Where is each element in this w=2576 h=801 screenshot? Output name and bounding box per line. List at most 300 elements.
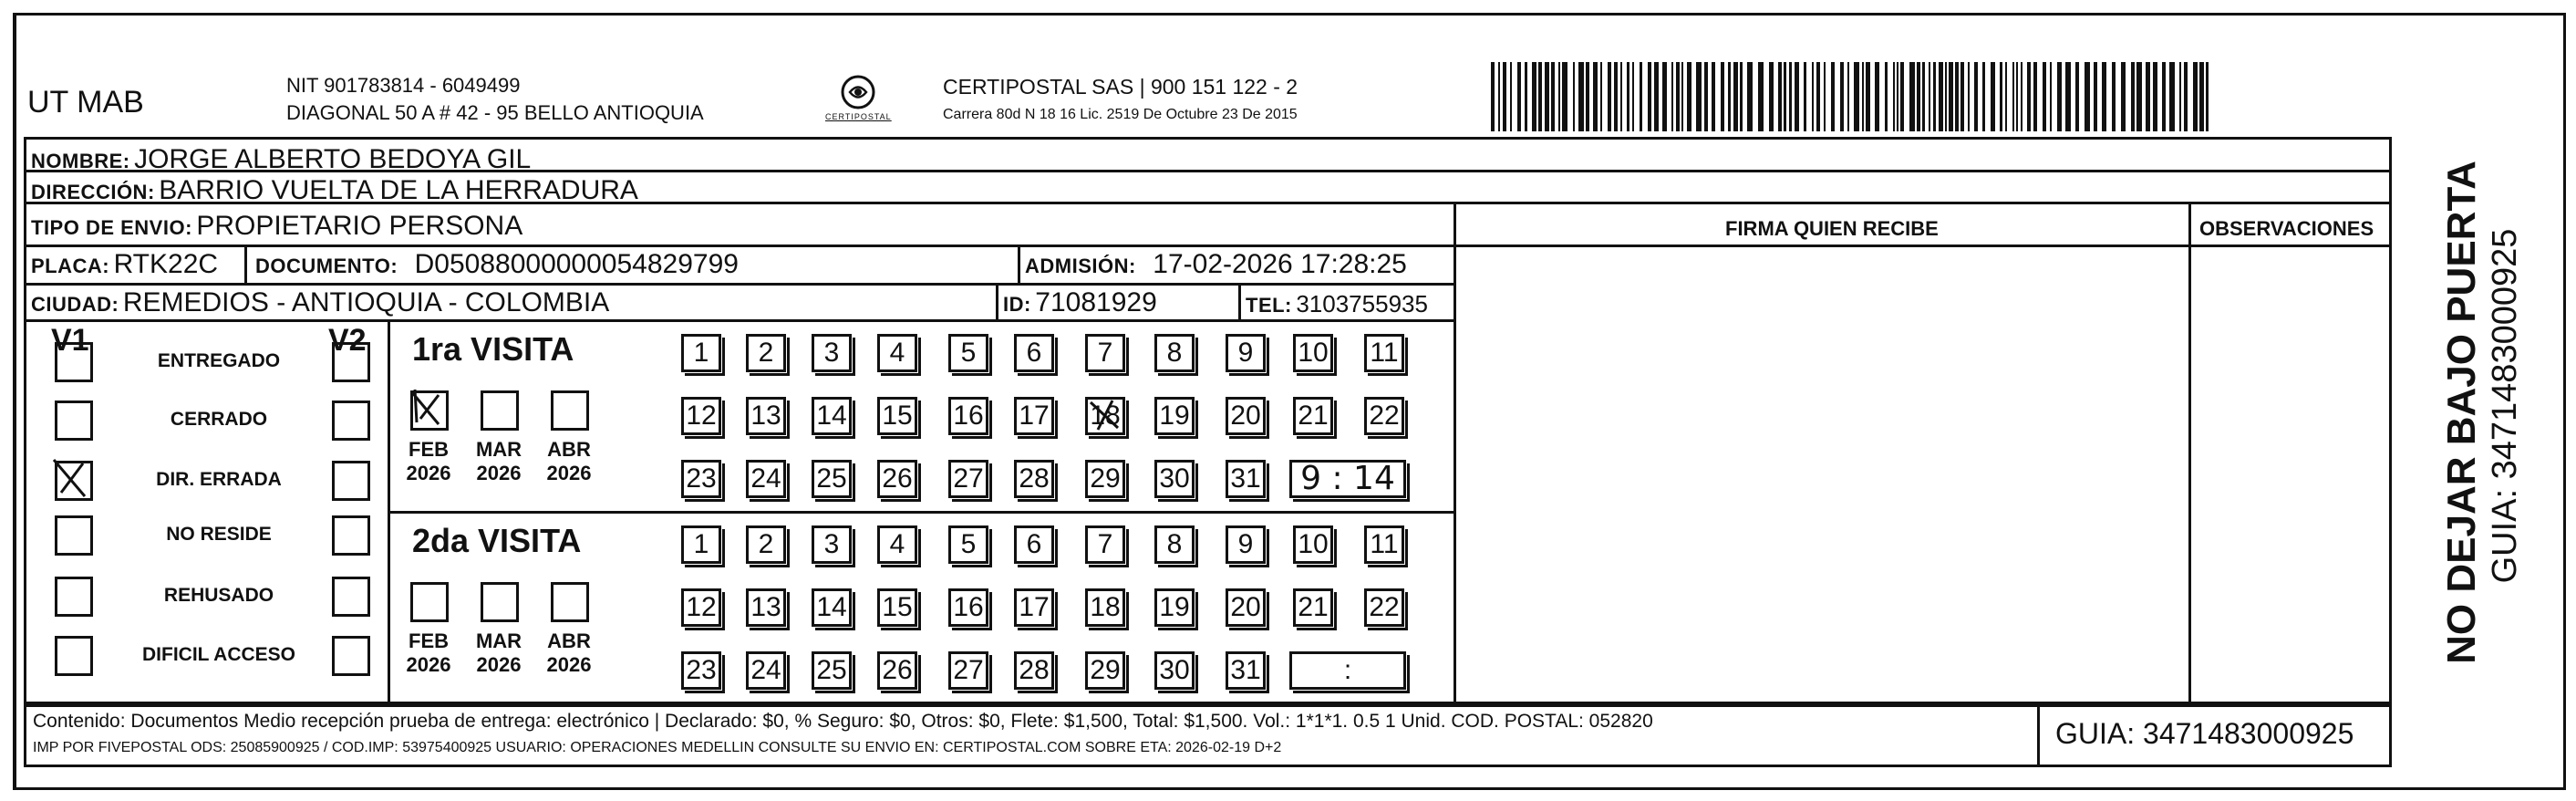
barcode-bar xyxy=(1627,62,1629,131)
v1-checkbox[interactable] xyxy=(55,400,93,441)
barcode-bar xyxy=(2199,62,2204,131)
day-number: 5 xyxy=(960,338,977,368)
imp-line: IMP POR FIVEPOSTAL ODS: 25085900925 / COD.IMP: 53975400925 USUARIO: OPERACIONES MEDELLIN CONSULTE SU ENVIO EN: CERTIPOSTAL.COM SOBRE ETA: 2026-02-19 D+2 xyxy=(33,740,1282,755)
day-number: 22 xyxy=(1369,592,1400,622)
barcode-bar xyxy=(1558,62,1560,131)
barcode-bar xyxy=(2153,62,2157,131)
day-box[interactable] xyxy=(1226,397,1266,435)
month-label: MAR xyxy=(475,438,522,461)
day-number: 18 xyxy=(1090,592,1121,622)
barcode-bar xyxy=(1795,62,1799,131)
barcode-bar xyxy=(2179,62,2181,131)
day-box[interactable] xyxy=(1154,525,1195,564)
day-number: 3 xyxy=(823,529,840,559)
barcode-bar xyxy=(1593,62,1598,131)
day-box[interactable] xyxy=(1085,588,1125,627)
day-number: 14 xyxy=(816,400,847,431)
day-number: 26 xyxy=(882,463,913,494)
barcode-bar xyxy=(1900,62,1904,131)
day-number: 18 xyxy=(1090,400,1121,431)
year-label: 2026 xyxy=(546,653,592,676)
month-label: ABR xyxy=(547,629,591,652)
day-number: 24 xyxy=(750,655,781,685)
barcode-bar xyxy=(2000,62,2002,131)
barcode-bar xyxy=(2065,62,2071,131)
barcode-bar xyxy=(2033,62,2037,131)
barcode-bar xyxy=(2162,62,2166,131)
day-box[interactable] xyxy=(812,397,852,435)
day-box[interactable] xyxy=(681,651,721,690)
day-box[interactable] xyxy=(746,460,786,498)
barcode-bar xyxy=(1586,62,1589,131)
barcode-bar xyxy=(1747,62,1753,131)
barcode-bar xyxy=(1600,62,1602,131)
day-number: 30 xyxy=(1159,655,1190,685)
month-label: ABR xyxy=(547,438,591,461)
day-number: 19 xyxy=(1159,400,1190,431)
barcode-bar xyxy=(1854,62,1859,131)
day-box[interactable] xyxy=(746,525,786,564)
day-box[interactable] xyxy=(681,334,721,372)
barcode-bar xyxy=(2131,62,2135,131)
day-number: 1 xyxy=(693,529,709,559)
day-box[interactable] xyxy=(812,460,852,498)
time-value: 9 : 14 xyxy=(1300,460,1395,497)
v1-checkbox[interactable] xyxy=(55,636,93,676)
day-box[interactable] xyxy=(1014,588,1054,627)
barcode-bar xyxy=(2169,62,2175,131)
day-number: 12 xyxy=(686,400,717,431)
barcode-bar xyxy=(1620,62,1622,131)
day-box[interactable] xyxy=(877,525,917,564)
year-label: 2026 xyxy=(406,653,451,676)
day-number: 31 xyxy=(1230,655,1261,685)
barcode-bar xyxy=(2057,62,2062,131)
day-number: 15 xyxy=(882,592,913,622)
visit-title: 1ra VISITA xyxy=(412,330,574,368)
barcode-bar xyxy=(2193,62,2198,131)
status-label: DIR. ERRADA xyxy=(156,469,282,490)
day-box[interactable] xyxy=(948,397,988,435)
day-box[interactable] xyxy=(1226,651,1266,690)
logo-caption: CERTIPOSTAL xyxy=(825,112,892,121)
barcode-bar xyxy=(1816,62,1820,131)
barcode-bar xyxy=(1573,62,1575,131)
barcode-bar xyxy=(1538,62,1542,131)
barcode-bar xyxy=(1532,62,1536,131)
barcode-bar xyxy=(2112,62,2116,131)
barcode-bar xyxy=(1498,62,1500,131)
barcode-bar xyxy=(2094,62,2097,131)
barcode-bar xyxy=(2102,62,2106,131)
documento-value: D05088000000054829799 xyxy=(414,249,739,279)
day-number: 25 xyxy=(816,655,847,685)
barcode-bar xyxy=(1949,62,1953,131)
admision-label: ADMISIÓN: xyxy=(1025,255,1136,277)
day-number: 4 xyxy=(889,529,905,559)
day-box[interactable] xyxy=(1226,525,1266,564)
day-number: 19 xyxy=(1159,592,1190,622)
day-box[interactable] xyxy=(812,651,852,690)
tel-value: 3103755935 xyxy=(1296,290,1428,317)
side-warning: NO DEJAR BAJO PUERTA xyxy=(2439,161,2484,664)
barcode-bar xyxy=(1789,62,1792,131)
v1-checkbox[interactable] xyxy=(55,342,93,382)
day-box[interactable] xyxy=(1085,460,1125,498)
nombre-label: NOMBRE: xyxy=(31,150,130,172)
barcode-bar xyxy=(1991,62,1995,131)
check-mark-icon xyxy=(50,456,88,500)
day-number: 29 xyxy=(1090,655,1121,685)
day-number: 16 xyxy=(953,592,984,622)
day-box[interactable] xyxy=(746,397,786,435)
day-box[interactable] xyxy=(1014,525,1054,564)
day-number: 23 xyxy=(686,655,717,685)
day-box[interactable] xyxy=(877,397,917,435)
month-checkbox[interactable] xyxy=(481,390,519,431)
barcode-bar xyxy=(1847,62,1849,131)
barcode-bar xyxy=(1640,62,1642,131)
barcode-bar xyxy=(1721,62,1724,131)
barcode-bar xyxy=(2075,62,2079,131)
visit-title: 2da VISITA xyxy=(412,522,582,559)
time-box[interactable] xyxy=(1289,460,1406,498)
day-box[interactable] xyxy=(1226,334,1266,372)
day-number: 9 xyxy=(1237,529,1254,559)
v2-checkbox[interactable] xyxy=(332,515,370,556)
day-box[interactable] xyxy=(877,460,917,498)
ciudad-label: CIUDAD: xyxy=(31,293,119,316)
contenido-line: Contenido: Documentos Medio recepción prueba de entrega: electrónico | Declarado: $0, % Seguro: $0, Otros: $0, Flete: $1,500, Total: $1,500. Vol.: 1*1*1. 0.5 1 Unid. COD. POSTAL: 052820 xyxy=(33,711,1653,732)
year-label: 2026 xyxy=(406,462,451,484)
day-box[interactable] xyxy=(1154,334,1195,372)
day-number: 7 xyxy=(1097,529,1113,559)
day-box[interactable] xyxy=(1014,334,1054,372)
barcode-bar xyxy=(1875,62,1879,131)
month-label: FEB xyxy=(409,629,449,652)
day-box[interactable] xyxy=(1085,397,1125,435)
day-number: 27 xyxy=(953,463,984,494)
v1-label: V1 xyxy=(51,323,89,358)
barcode-bar xyxy=(1939,62,1943,131)
status-label: DIFICIL ACCESO xyxy=(141,644,296,665)
day-number: 4 xyxy=(889,338,905,368)
day-number: 17 xyxy=(1019,592,1050,622)
v2-checkbox[interactable] xyxy=(332,577,370,617)
day-box[interactable] xyxy=(1293,588,1333,627)
barcode-bar xyxy=(1654,62,1659,131)
day-box[interactable] xyxy=(1014,460,1054,498)
certipostal-line: CERTIPOSTAL SAS | 900 151 122 - 2 xyxy=(943,75,1298,99)
barcode-bar xyxy=(1945,62,1947,131)
barcode-bar xyxy=(1862,62,1864,131)
day-number: 13 xyxy=(750,592,781,622)
barcode-bar xyxy=(1955,62,1959,131)
address-line: DIAGONAL 50 A # 42 - 95 BELLO ANTIOQUIA xyxy=(286,101,704,124)
day-number: 11 xyxy=(1370,338,1399,368)
barcode-bar xyxy=(1897,62,1898,131)
barcode-bar xyxy=(2085,62,2090,131)
day-box[interactable] xyxy=(681,525,721,564)
month-label: MAR xyxy=(475,629,522,652)
nombre-value: JORGE ALBERTO BEDOYA GIL xyxy=(134,144,532,174)
barcode-bar xyxy=(1671,62,1673,131)
barcode-bar xyxy=(1503,62,1506,131)
day-number: 13 xyxy=(750,400,781,431)
barcode-bar xyxy=(2184,62,2188,131)
day-box[interactable] xyxy=(1226,588,1266,627)
barcode-bar xyxy=(1982,62,1985,131)
month-checkbox[interactable] xyxy=(551,582,589,622)
tel-label: TEL: xyxy=(1246,294,1292,317)
barcode-bar xyxy=(1676,62,1680,131)
direccion-value: BARRIO VUELTA DE LA HERRADURA xyxy=(159,175,638,205)
barcode-bar xyxy=(2050,62,2052,131)
barcode-bar xyxy=(1784,62,1786,131)
day-box[interactable] xyxy=(1085,651,1125,690)
barcode-bar xyxy=(2012,62,2014,131)
documento-label: DOCUMENTO: xyxy=(255,255,398,277)
barcode-bar xyxy=(1578,62,1584,131)
day-box[interactable] xyxy=(1085,334,1125,372)
day-box[interactable] xyxy=(1364,525,1404,564)
placa-value: RTK22C xyxy=(113,249,219,279)
day-box[interactable] xyxy=(681,397,721,435)
tipo-envio-label: TIPO DE ENVIO: xyxy=(31,216,192,239)
status-label: CERRADO xyxy=(170,409,268,430)
day-box[interactable] xyxy=(1154,397,1195,435)
day-number: 30 xyxy=(1159,463,1190,494)
day-number: 28 xyxy=(1019,463,1050,494)
barcode-bar xyxy=(1922,62,1925,131)
month-checkbox[interactable] xyxy=(551,390,589,431)
observaciones-label: OBSERVACIONES xyxy=(2199,217,2374,240)
barcode-bar xyxy=(1804,62,1806,131)
day-number: 10 xyxy=(1298,338,1329,368)
barcode-bar xyxy=(1758,62,1764,131)
status-label: REHUSADO xyxy=(163,585,274,606)
tipo-envio-value: PROPIETARIO PERSONA xyxy=(196,211,523,241)
day-number: 12 xyxy=(686,592,717,622)
day-number: 6 xyxy=(1026,529,1042,559)
day-number: 16 xyxy=(953,400,984,431)
day-box[interactable] xyxy=(1364,588,1404,627)
day-box[interactable] xyxy=(948,525,988,564)
day-number: 29 xyxy=(1090,463,1121,494)
barcode-bar xyxy=(2136,62,2142,131)
time-value: : xyxy=(1343,655,1352,685)
barcode-bar xyxy=(1614,62,1618,131)
day-box[interactable] xyxy=(877,334,917,372)
day-number: 8 xyxy=(1166,338,1183,368)
day-box[interactable] xyxy=(877,588,917,627)
v2-checkbox[interactable] xyxy=(332,461,370,501)
day-box[interactable] xyxy=(812,588,852,627)
day-box[interactable] xyxy=(681,460,721,498)
day-box[interactable] xyxy=(746,334,786,372)
day-number: 14 xyxy=(816,592,847,622)
id-label: ID: xyxy=(1003,293,1031,316)
month-checkbox[interactable] xyxy=(481,582,519,622)
day-number: 21 xyxy=(1298,592,1329,622)
day-box[interactable] xyxy=(681,588,721,627)
day-number: 6 xyxy=(1026,338,1042,368)
barcode-bar xyxy=(1545,62,1549,131)
barcode-bar xyxy=(1662,62,1667,131)
day-box[interactable] xyxy=(877,651,917,690)
day-box[interactable] xyxy=(1154,651,1195,690)
barcode-bar xyxy=(1733,62,1738,131)
day-number: 17 xyxy=(1019,400,1050,431)
barcode-bar xyxy=(1812,62,1814,131)
day-box[interactable] xyxy=(1293,397,1333,435)
barcode-bar xyxy=(1728,62,1731,131)
day-box[interactable] xyxy=(1364,397,1404,435)
barcode-bar xyxy=(1491,62,1495,131)
barcode-bar xyxy=(1960,62,1964,131)
barcode-bar xyxy=(1824,62,1826,131)
barcode-bar xyxy=(1893,62,1895,131)
day-box[interactable] xyxy=(1154,460,1195,498)
barcode-bar xyxy=(1510,62,1512,131)
day-box[interactable] xyxy=(1085,525,1125,564)
day-box[interactable] xyxy=(948,334,988,372)
month-checkbox[interactable] xyxy=(410,390,449,431)
day-box[interactable] xyxy=(1293,334,1333,372)
v2-checkbox[interactable] xyxy=(332,636,370,676)
certipostal-logo-icon xyxy=(839,73,877,111)
day-number: 2 xyxy=(758,529,774,559)
barcode-bar xyxy=(1704,62,1708,131)
day-number: 22 xyxy=(1369,400,1400,431)
day-number: 26 xyxy=(882,655,913,685)
year-label: 2026 xyxy=(476,653,522,676)
day-number: 1 xyxy=(693,338,709,368)
nit-line: NIT 901783814 - 6049499 xyxy=(286,74,521,97)
barcode-bar xyxy=(1632,62,1634,131)
direccion-label: DIRECCIÓN: xyxy=(31,181,155,203)
barcode-bar xyxy=(1840,62,1844,131)
day-number: 5 xyxy=(960,529,977,559)
day-box[interactable] xyxy=(812,334,852,372)
barcode-bar xyxy=(1712,62,1715,131)
day-number: 8 xyxy=(1166,529,1183,559)
barcode-bar xyxy=(1917,62,1920,131)
guia-box: GUIA: 3471483000925 xyxy=(2055,717,2354,750)
status-label: NO RESIDE xyxy=(166,524,272,545)
day-number: 23 xyxy=(686,463,717,494)
day-number: 20 xyxy=(1230,592,1261,622)
barcode-bar xyxy=(1562,62,1567,131)
barcode-bar xyxy=(1769,62,1774,131)
v2-checkbox[interactable] xyxy=(332,342,370,382)
barcode-bar xyxy=(1974,62,1978,131)
day-number: 27 xyxy=(953,655,984,685)
day-box[interactable] xyxy=(1293,525,1333,564)
check-mark-icon xyxy=(408,386,446,430)
year-label: 2026 xyxy=(546,462,592,484)
barcode-bar xyxy=(1968,62,1970,131)
day-box[interactable] xyxy=(1226,460,1266,498)
day-box[interactable] xyxy=(746,651,786,690)
barcode-bar xyxy=(1909,62,1915,131)
barcode-bar xyxy=(1648,62,1651,131)
barcode-bar xyxy=(1608,62,1611,131)
day-box[interactable] xyxy=(1014,651,1054,690)
v2-checkbox[interactable] xyxy=(332,400,370,441)
day-box[interactable] xyxy=(812,525,852,564)
month-checkbox[interactable] xyxy=(410,582,449,622)
barcode-bar xyxy=(1933,62,1936,131)
barcode-bar xyxy=(1517,62,1521,131)
v1-checkbox[interactable] xyxy=(55,461,93,501)
time-box[interactable] xyxy=(1289,651,1406,690)
day-number: 21 xyxy=(1298,400,1329,431)
barcode-bar xyxy=(2016,62,2018,131)
firma-label: FIRMA QUIEN RECIBE xyxy=(1725,217,1939,240)
day-mark-icon xyxy=(1085,395,1125,435)
day-number: 11 xyxy=(1370,529,1399,559)
barcode-bar xyxy=(1687,62,1691,131)
day-box[interactable] xyxy=(1364,334,1404,372)
year-label: 2026 xyxy=(476,462,522,484)
barcode-bar xyxy=(1525,62,1527,131)
barcode-bar xyxy=(1551,62,1555,131)
barcode-bar xyxy=(2121,62,2126,131)
license-line: Carrera 80d N 18 16 Lic. 2519 De Octubre 23 De 2015 xyxy=(943,107,1298,122)
day-number: 31 xyxy=(1230,463,1261,494)
v1-checkbox[interactable] xyxy=(55,577,93,617)
barcode-bar xyxy=(1696,62,1702,131)
ciudad-value: REMEDIOS - ANTIOQUIA - COLOMBIA xyxy=(122,287,610,317)
barcode-bar xyxy=(1778,62,1782,131)
day-box[interactable] xyxy=(1014,397,1054,435)
admision-value: 17-02-2026 17:28:25 xyxy=(1153,249,1407,279)
barcode-bar xyxy=(2005,62,2007,131)
v2-label: V2 xyxy=(328,323,367,358)
placa-label: PLACA: xyxy=(31,255,110,277)
barcode-bar xyxy=(2021,62,2023,131)
day-box[interactable] xyxy=(746,588,786,627)
day-box[interactable] xyxy=(948,588,988,627)
barcode-bar xyxy=(2043,62,2046,131)
day-number: 20 xyxy=(1230,400,1261,431)
side-guia: GUIA: 3471483000925 xyxy=(2486,228,2524,584)
barcode-bar xyxy=(2027,62,2031,131)
v1-checkbox[interactable] xyxy=(55,515,93,556)
barcode xyxy=(1491,62,2220,131)
day-box[interactable] xyxy=(948,651,988,690)
id-value: 71081929 xyxy=(1035,287,1157,317)
company-name: UT MAB xyxy=(27,85,144,120)
day-number: 15 xyxy=(882,400,913,431)
day-number: 24 xyxy=(750,463,781,494)
day-number: 28 xyxy=(1019,655,1050,685)
barcode-bar xyxy=(1885,62,1888,131)
status-label: ENTREGADO xyxy=(157,350,281,371)
day-number: 9 xyxy=(1237,338,1254,368)
barcode-bar xyxy=(2146,62,2150,131)
day-number: 7 xyxy=(1097,338,1113,368)
day-box[interactable] xyxy=(1154,588,1195,627)
day-number: 2 xyxy=(758,338,774,368)
barcode-bar xyxy=(1866,62,1870,131)
day-number: 25 xyxy=(816,463,847,494)
day-box[interactable] xyxy=(948,460,988,498)
day-number: 3 xyxy=(823,338,840,368)
barcode-bar xyxy=(1831,62,1835,131)
barcode-bar xyxy=(2206,62,2209,131)
